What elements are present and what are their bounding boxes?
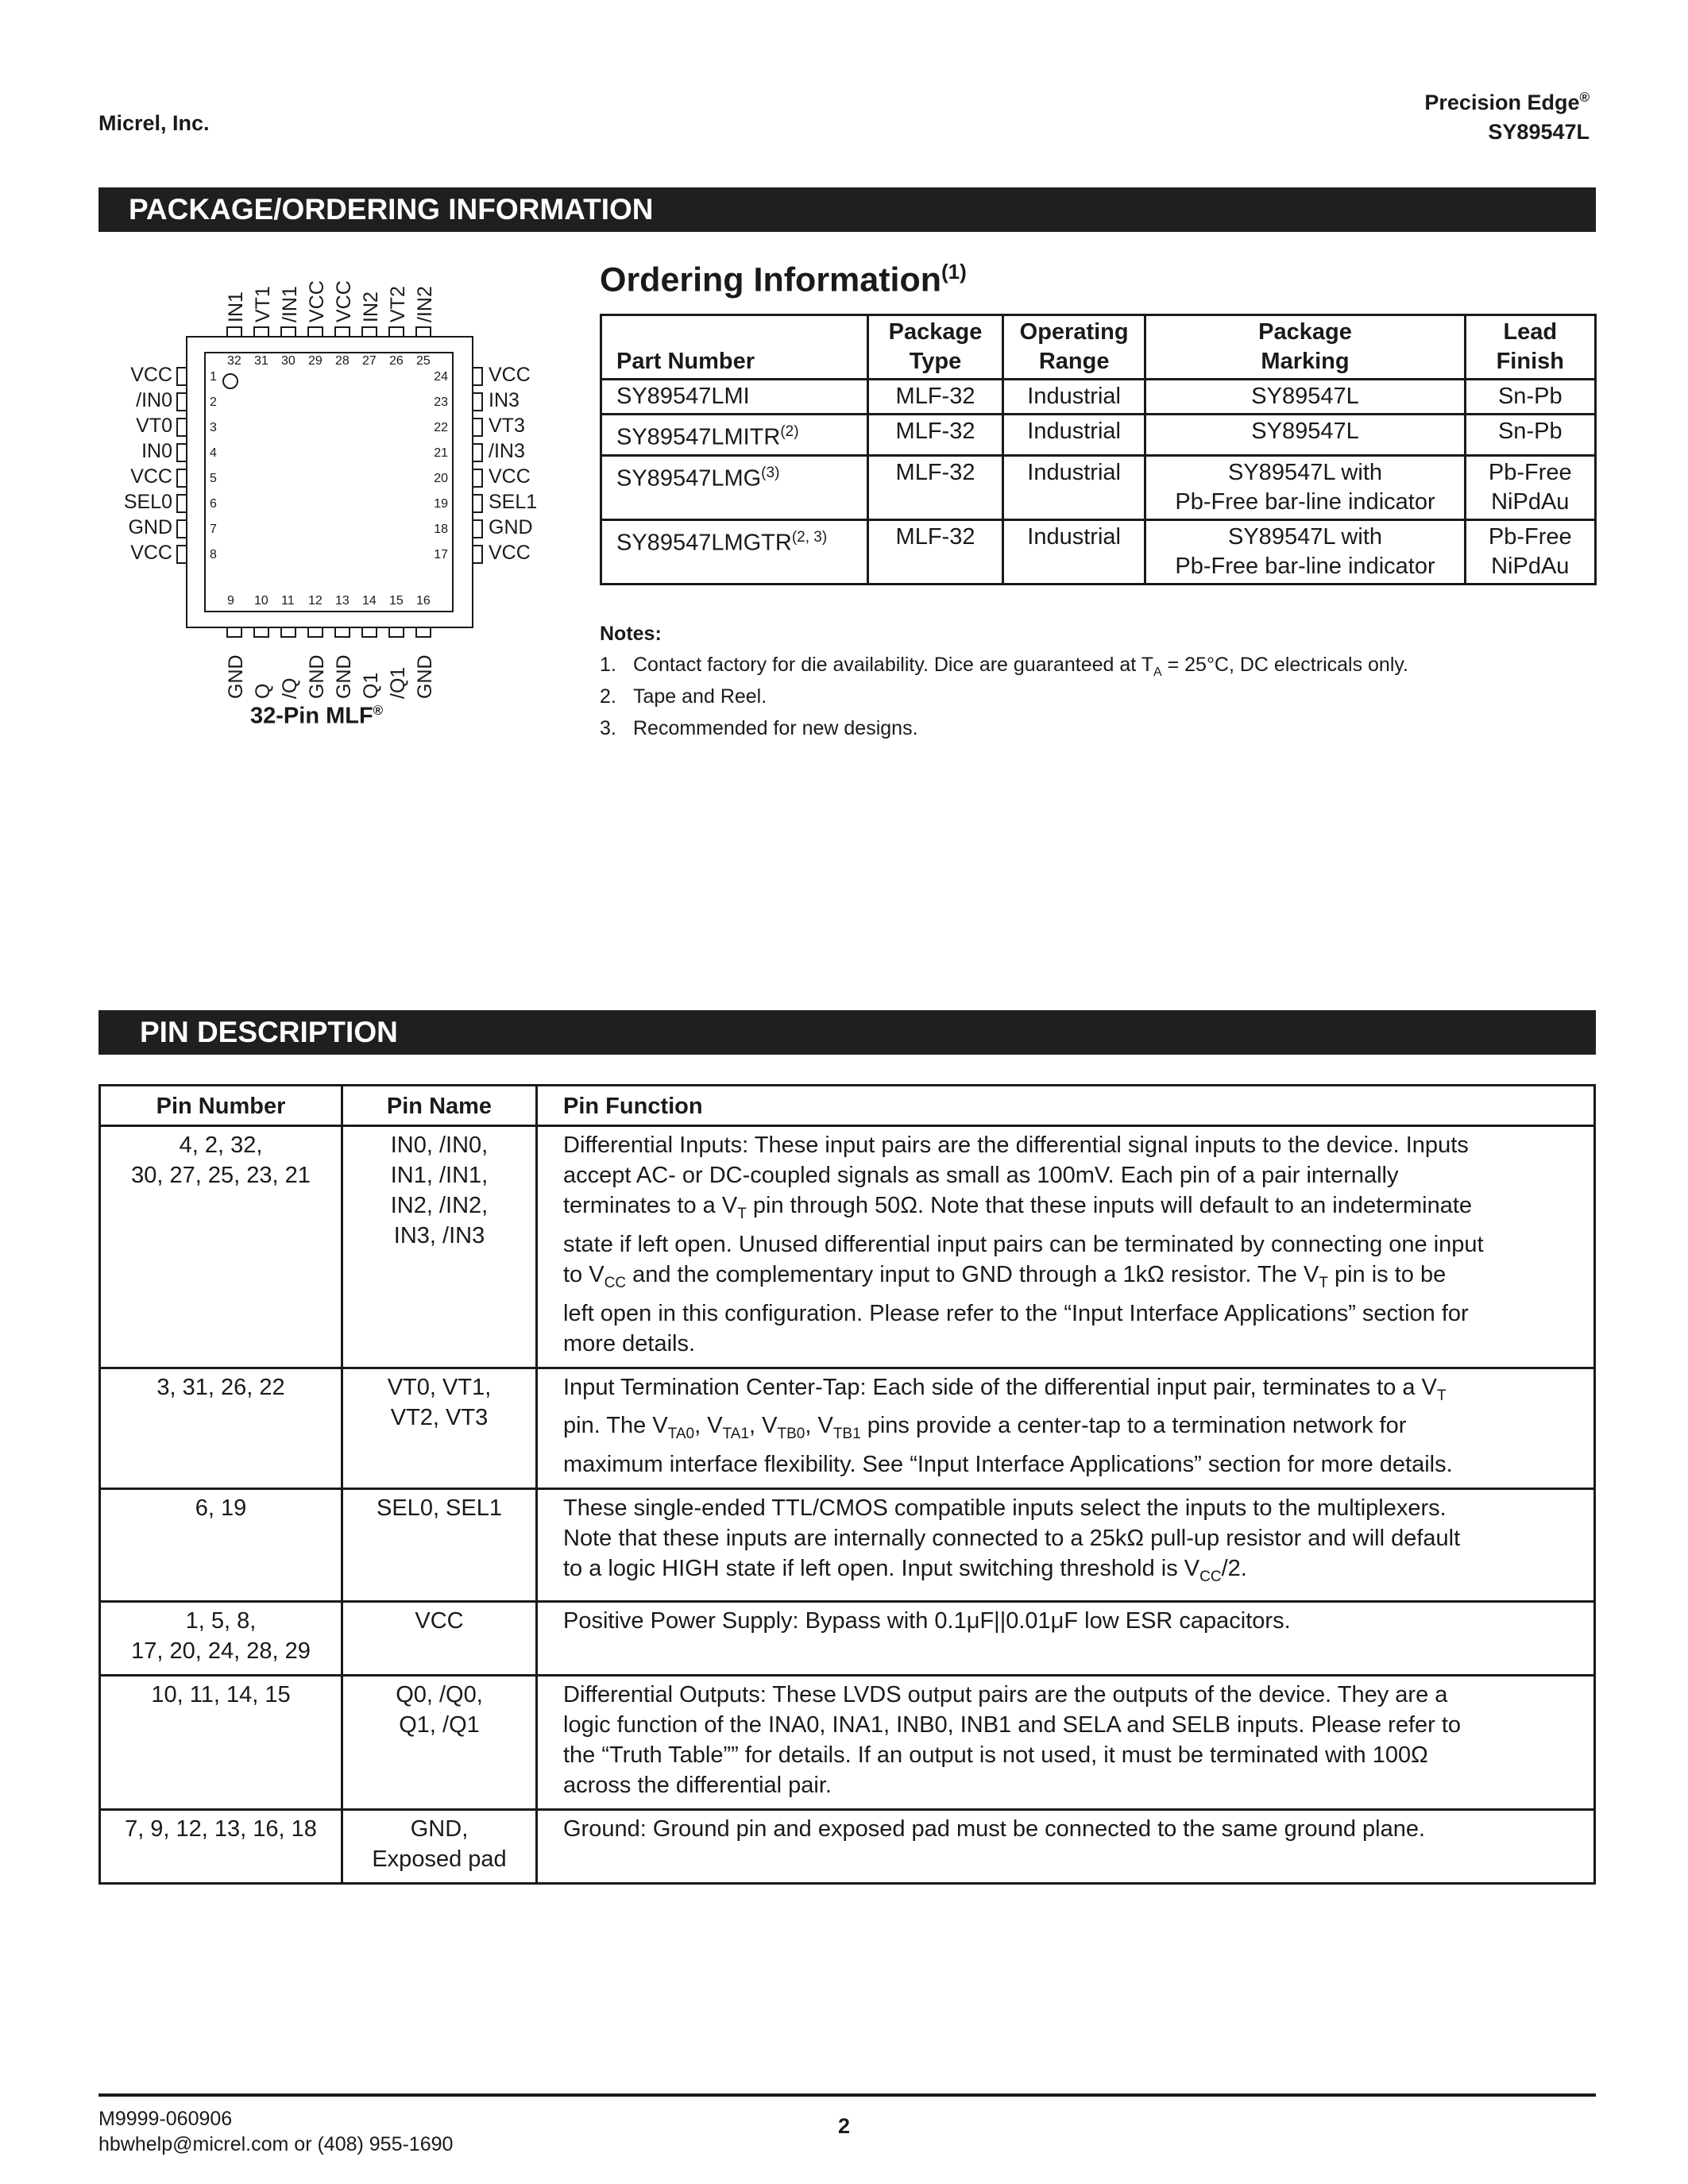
pin-names-cell [342, 1601, 537, 1675]
pin-label-left: IN0 [141, 440, 172, 462]
finish-line: Pb-Free [1488, 523, 1572, 550]
note-number: 2. [600, 685, 616, 708]
pin-label-bottom: GND [306, 654, 328, 699]
pin-pad-right [473, 546, 482, 563]
pin-pad-top [308, 327, 323, 337]
pin-function-line: more details. [563, 1330, 696, 1356]
pin-pad-left [177, 393, 187, 411]
pin-number-bottom: 10 [254, 594, 268, 608]
pin-pad-right [473, 469, 482, 487]
pin-label-bottom: /Q [279, 677, 301, 699]
pin-names-line: IN0, /IN0, [390, 1133, 489, 1158]
pin-numbers-cell [100, 1126, 342, 1368]
pin-pad-left [177, 419, 187, 436]
part-note: (3) [761, 464, 780, 481]
pin-numbers-cell [100, 1601, 342, 1675]
package-body-inner [205, 353, 453, 612]
pin-function-line: accept AC- or DC-coupled signals as small as 100mV. Each pin of a pair internally [563, 1163, 1399, 1188]
pin-function-cell [537, 1675, 1595, 1809]
pin-numbers-cell [100, 1675, 342, 1809]
pin-function-line: to $V_{CC}$ and the complementary input to GND through a 1kΩ resistor. The $V_T$ pin is to be [563, 1261, 1447, 1291]
pin-function-cell [537, 1489, 1595, 1602]
section-package-ordering: PACKAGE/ORDERING INFORMATION [98, 187, 1596, 232]
pin-pad-top [254, 327, 268, 337]
note-item [600, 685, 767, 708]
pin-pad-left [177, 469, 187, 487]
pin-label-top: VT2 [387, 286, 409, 322]
note-text: Tape and Reel. [633, 685, 767, 708]
pin-label-bottom: Q1 [360, 672, 382, 699]
pin-names-line: GND, [410, 1815, 469, 1842]
pin-numbers-line: 7, 9, 12, 13, 16, 18 [125, 1815, 317, 1842]
pin-number-left: 3 [210, 421, 217, 434]
package-marking-cell [1145, 380, 1465, 415]
pin-row [100, 1126, 1595, 1368]
pin-function-line: Input Termination Center-Tap: Each side of the differential input pair, terminates to a $V_T$ [563, 1374, 1447, 1404]
pin-function-line: state if left open. Unused differential input pairs can be terminated by connecting one input [563, 1231, 1484, 1257]
note-item [600, 654, 1408, 680]
pin-header-row [100, 1086, 1595, 1126]
pin-label-left: VCC [130, 364, 172, 386]
pin-number-top: 32 [227, 354, 241, 368]
pin-number-right: 20 [434, 472, 448, 485]
pin-names-line: VT2, VT3 [390, 1404, 489, 1430]
package-type-cell: MLF-32 [868, 519, 1003, 584]
pin-label-top: VT1 [252, 286, 274, 322]
pin-row [100, 1809, 1595, 1883]
pin-number-right: 17 [434, 548, 448, 561]
pin-number-top: 27 [362, 354, 377, 368]
pin-names-line: SEL0, SEL1 [377, 1495, 502, 1522]
pin-numbers-cell [100, 1809, 342, 1883]
pin-row [100, 1489, 1595, 1602]
lead-finish-cell [1465, 380, 1595, 415]
marking-line: Pb-Free bar-line indicator [1175, 488, 1435, 515]
pin-pad-top [416, 327, 431, 337]
note-item [600, 717, 918, 740]
lead-finish-cell [1465, 519, 1595, 584]
pin-function-line: maximum interface flexibility. See “Input Interface Applications” section for more details. [563, 1452, 1453, 1478]
pin-function-line: across the differential pair. [563, 1772, 832, 1798]
pin-label-top: VCC [306, 280, 328, 322]
pin-number-right: 24 [434, 370, 448, 384]
pin-label-right: SEL1 [489, 491, 538, 513]
pin-pad-bottom [416, 627, 431, 637]
pin-names-line: IN3, /IN3 [393, 1223, 485, 1248]
pin-names-line: Q1, /Q1 [399, 1711, 480, 1738]
pin-number-bottom: 11 [281, 594, 295, 608]
package-body-outer [187, 337, 473, 627]
pin-number-top: 25 [416, 354, 431, 368]
pin-pad-top [335, 327, 350, 337]
part-number-cell [601, 415, 868, 456]
part-number: SY89547LMGTR [616, 530, 792, 556]
pin-numbers-line: 4, 2, 32, [179, 1133, 263, 1158]
pin-function-line: These single-ended TTL/CMOS compatible inputs select the inputs to the multiplexers. [563, 1495, 1447, 1522]
package-type-cell: MLF-32 [868, 415, 1003, 456]
company-name: Micrel, Inc. [98, 111, 210, 135]
pin-label-top: /IN1 [279, 286, 301, 322]
operating-range-cell: Industrial [1002, 455, 1145, 519]
pin-number-right: 21 [434, 446, 448, 460]
pin-function-line: pin. The $V_{TA0}$, $V_{TA1}$, $V_{TB0}$, $V_{TB1}$ pins provide a center-tap to a termination network for [563, 1413, 1407, 1443]
marking-line: SY89547L [1251, 419, 1359, 444]
part-number-cell [601, 380, 868, 415]
finish-line: NiPdAu [1491, 553, 1570, 579]
ordering-table [600, 314, 1597, 585]
package-diagram [87, 270, 564, 715]
pin-pad-top [281, 327, 295, 337]
lead-finish-cell [1465, 455, 1595, 519]
pin-numbers-line: 1, 5, 8, [185, 1607, 257, 1634]
pin-function-cell [537, 1809, 1595, 1883]
pin-names-cell [342, 1368, 537, 1489]
package-marking-cell [1145, 455, 1465, 519]
part-number-header: SY89547L [1488, 120, 1590, 144]
pin-label-top: IN2 [360, 291, 382, 322]
pin-numbers-line: 17, 20, 24, 28, 29 [131, 1638, 311, 1664]
part-number-cell [601, 455, 868, 519]
pin-pad-right [473, 419, 482, 436]
pin-row [100, 1368, 1595, 1489]
marking-line: SY89547L with [1228, 459, 1383, 485]
pin-number-bottom: 9 [227, 594, 234, 608]
pin-label-left: VCC [130, 542, 172, 564]
pin-numbers-cell [100, 1368, 342, 1489]
pin-label-right: VCC [489, 465, 531, 488]
operating-range-cell: Industrial [1002, 519, 1145, 584]
pin-label-right: GND [489, 516, 533, 538]
ordering-row [601, 455, 1596, 519]
pin-pad-top [227, 327, 241, 337]
operating-range-cell: Industrial [1002, 415, 1145, 456]
pin-function-line: to a logic HIGH state if left open. Input switching threshold is $V_{CC}/2$. [563, 1556, 1247, 1585]
col-part-number: Part Number [601, 315, 868, 380]
pin-number-top: 26 [389, 354, 404, 368]
pin-number-bottom: 15 [389, 594, 404, 608]
pin-numbers-line: 10, 11, 14, 15 [151, 1681, 291, 1707]
pin-number-bottom: 12 [308, 594, 323, 608]
finish-line: Pb-Free [1488, 459, 1572, 485]
pin-label-bottom: /Q1 [387, 666, 409, 699]
pin-label-top: VCC [333, 280, 355, 322]
pin-label-right: /IN3 [489, 440, 525, 462]
pin-label-right: VCC [489, 364, 531, 386]
note-text: Recommended for new designs. [633, 717, 918, 739]
footer-doc-number: M9999-060906 [98, 2108, 233, 2130]
pin-pad-bottom [254, 627, 268, 637]
pin-label-left: /IN0 [136, 389, 172, 411]
note-text-tail: = 25°C, DC electricals only. [1161, 654, 1408, 676]
pin-function-line: Differential Outputs: These LVDS output pairs are the outputs of the device. They are a [563, 1681, 1448, 1707]
pin-number-top: 28 [335, 354, 350, 368]
pin-row [100, 1601, 1595, 1675]
pin-pad-right [473, 444, 482, 461]
pin-function-cell [537, 1368, 1595, 1489]
part-number: SY89547LMG [616, 465, 762, 492]
package-caption: 32-Pin MLF® [250, 703, 384, 729]
pin-label-bottom: Q [252, 683, 274, 699]
footer-rule [98, 2093, 1596, 2097]
pin-names-line: VCC [415, 1607, 464, 1634]
package-marking-cell [1145, 519, 1465, 584]
pin-numbers-cell [100, 1489, 342, 1602]
pin-function-line: left open in this configuration. Please refer to the “Input Interface Applications” section for [563, 1300, 1469, 1326]
pin-number-left: 5 [210, 472, 217, 485]
pin-function-line: Ground: Ground pin and exposed pad must be connected to the same ground plane. [563, 1815, 1426, 1842]
col-pin-name: Pin Name [342, 1086, 537, 1126]
pin-pad-top [389, 327, 404, 337]
ordering-row [601, 380, 1596, 415]
pin-label-top: /IN2 [414, 286, 436, 322]
part-note: (2, 3) [791, 528, 828, 546]
pin-number-top: 30 [281, 354, 295, 368]
pin-label-left: VT0 [136, 415, 172, 437]
package-type-cell: MLF-32 [868, 455, 1003, 519]
pin-number-right: 22 [434, 421, 448, 434]
pin-names-line: Q0, /Q0, [396, 1681, 483, 1707]
pin-pad-right [473, 368, 482, 385]
marking-line: SY89547L [1251, 384, 1359, 409]
pin-pad-bottom [335, 627, 350, 637]
pin-label-bottom: GND [414, 654, 436, 699]
pin-label-bottom: GND [225, 654, 247, 699]
finish-line: Sn-Pb [1497, 384, 1562, 409]
pin-number-left: 7 [210, 523, 217, 536]
pin-function-cell [537, 1601, 1595, 1675]
pin-number-left: 1 [210, 370, 217, 384]
pin-label-right: IN3 [489, 389, 520, 411]
page-number: 2 [838, 2114, 851, 2138]
pin-number-right: 19 [434, 497, 448, 511]
pin-pad-right [473, 393, 482, 411]
pin-names-cell [342, 1489, 537, 1602]
pin-names-line: Exposed pad [372, 1846, 507, 1872]
pin-label-bottom: GND [333, 654, 355, 699]
pin-pad-bottom [227, 627, 241, 637]
pin-pad-left [177, 546, 187, 563]
lead-finish-cell [1465, 415, 1595, 456]
col-pin-number: Pin Number [100, 1086, 342, 1126]
pin-number-bottom: 14 [362, 594, 377, 608]
col-pin-function: Pin Function [537, 1086, 1595, 1126]
pin-names-cell [342, 1809, 537, 1883]
pin-row [100, 1675, 1595, 1809]
pin-number-top: 31 [254, 354, 268, 368]
part-number: SY89547LMI [616, 384, 750, 409]
pin-numbers-line: 3, 31, 26, 22 [156, 1374, 285, 1400]
operating-range-cell: Industrial [1002, 380, 1145, 415]
package-type-cell: MLF-32 [868, 380, 1003, 415]
note-text: Contact factory for die availability. Dice are guaranteed at T [633, 654, 1153, 676]
pin-pad-top [362, 327, 377, 337]
pin-pad-left [177, 368, 187, 385]
col-package-type: Package Type [868, 315, 1003, 380]
ordering-title: Ordering Information$^{(1)}$ [600, 260, 967, 299]
pin-label-left: VCC [130, 465, 172, 488]
finish-line: NiPdAu [1491, 488, 1570, 515]
pin-names-cell [342, 1126, 537, 1368]
pin-function-line: logic function of the INA0, INA1, INB0, INB1 and SELA and SELB inputs. Please refer to [563, 1711, 1462, 1738]
pin-names-cell [342, 1675, 537, 1809]
pin-label-right: VCC [489, 542, 531, 564]
pin-label-right: VT3 [489, 415, 525, 437]
pin-function-line: terminates to a $V_T$ pin through 50Ω. Note that these inputs will default to an indeterminate [563, 1193, 1473, 1222]
pin-number-bottom: 16 [416, 594, 431, 608]
marking-line: Pb-Free bar-line indicator [1175, 553, 1435, 579]
pin-number-right: 18 [434, 523, 448, 536]
product-header [1424, 83, 1590, 147]
pin-number-left: 6 [210, 497, 217, 511]
ordering-row [601, 415, 1596, 456]
pin-number-right: 23 [434, 396, 448, 409]
pin-pad-bottom [308, 627, 323, 637]
pin-pad-right [473, 495, 482, 512]
pin-function-line: the “Truth Table”” for details. If an output is not used, it must be terminated with 100Ω [563, 1742, 1428, 1768]
note-subscript: A [1153, 666, 1162, 679]
col-lead-finish: Lead Finish [1465, 315, 1595, 380]
marking-line: SY89547L with [1228, 523, 1383, 550]
pin-label-left: GND [128, 516, 172, 538]
finish-line: Sn-Pb [1497, 419, 1562, 444]
notes-title: Notes: [600, 623, 662, 645]
note-number: 1. [600, 654, 616, 676]
pin-pad-bottom [362, 627, 377, 637]
pin-label-top: IN1 [225, 291, 247, 322]
pin-number-top: 29 [308, 354, 323, 368]
pin-function-line: Positive Power Supply: Bypass with 0.1μF||0.01μF low ESR capacitors. [563, 1607, 1291, 1634]
part-number-cell [601, 519, 868, 584]
pin-names-line: IN2, /IN2, [390, 1193, 489, 1218]
col-package-marking: Package Marking [1145, 315, 1465, 380]
pin-names-line: IN1, /IN1, [390, 1163, 489, 1188]
ordering-header-row [601, 315, 1596, 380]
product-line: Precision Edge [1424, 91, 1580, 114]
pin-function-line: Differential Inputs: These input pairs are the differential signal inputs to the device. Inputs [563, 1133, 1469, 1158]
pin-pad-bottom [389, 627, 404, 637]
pin-function-line: Note that these inputs are internally connected to a 25kΩ pull-up resistor and will default [563, 1526, 1461, 1552]
pin-numbers-line: 30, 27, 25, 23, 21 [131, 1163, 311, 1188]
package-marking-cell [1145, 415, 1465, 456]
pin-label-left: SEL0 [123, 491, 172, 513]
note-number: 3. [600, 717, 616, 739]
pin-number-bottom: 13 [335, 594, 350, 608]
pin1-indicator [223, 374, 238, 388]
pin-number-left: 4 [210, 446, 217, 460]
part-number: SY89547LMITR [616, 424, 781, 450]
pin-pad-right [473, 520, 482, 538]
col-operating-range: Operating Range [1002, 315, 1145, 380]
section-pin-description: PIN DESCRIPTION [98, 1010, 1596, 1055]
part-note: (2) [780, 423, 799, 440]
pin-pad-left [177, 444, 187, 461]
pin-numbers-line: 6, 19 [195, 1495, 247, 1522]
pin-pad-left [177, 520, 187, 538]
pin-pad-bottom [281, 627, 295, 637]
pin-names-line: VT0, VT1, [387, 1374, 492, 1400]
pin-number-left: 8 [210, 548, 217, 561]
footer-contact: hbwhelp@micrel.com or (408) 955-1690 [98, 2133, 454, 2155]
pin-function-cell [537, 1126, 1595, 1368]
pin-description-table [98, 1084, 1596, 1885]
pin-number-left: 2 [210, 396, 217, 409]
registered-mark: ® [1579, 90, 1590, 105]
pin-pad-left [177, 495, 187, 512]
ordering-row [601, 519, 1596, 584]
